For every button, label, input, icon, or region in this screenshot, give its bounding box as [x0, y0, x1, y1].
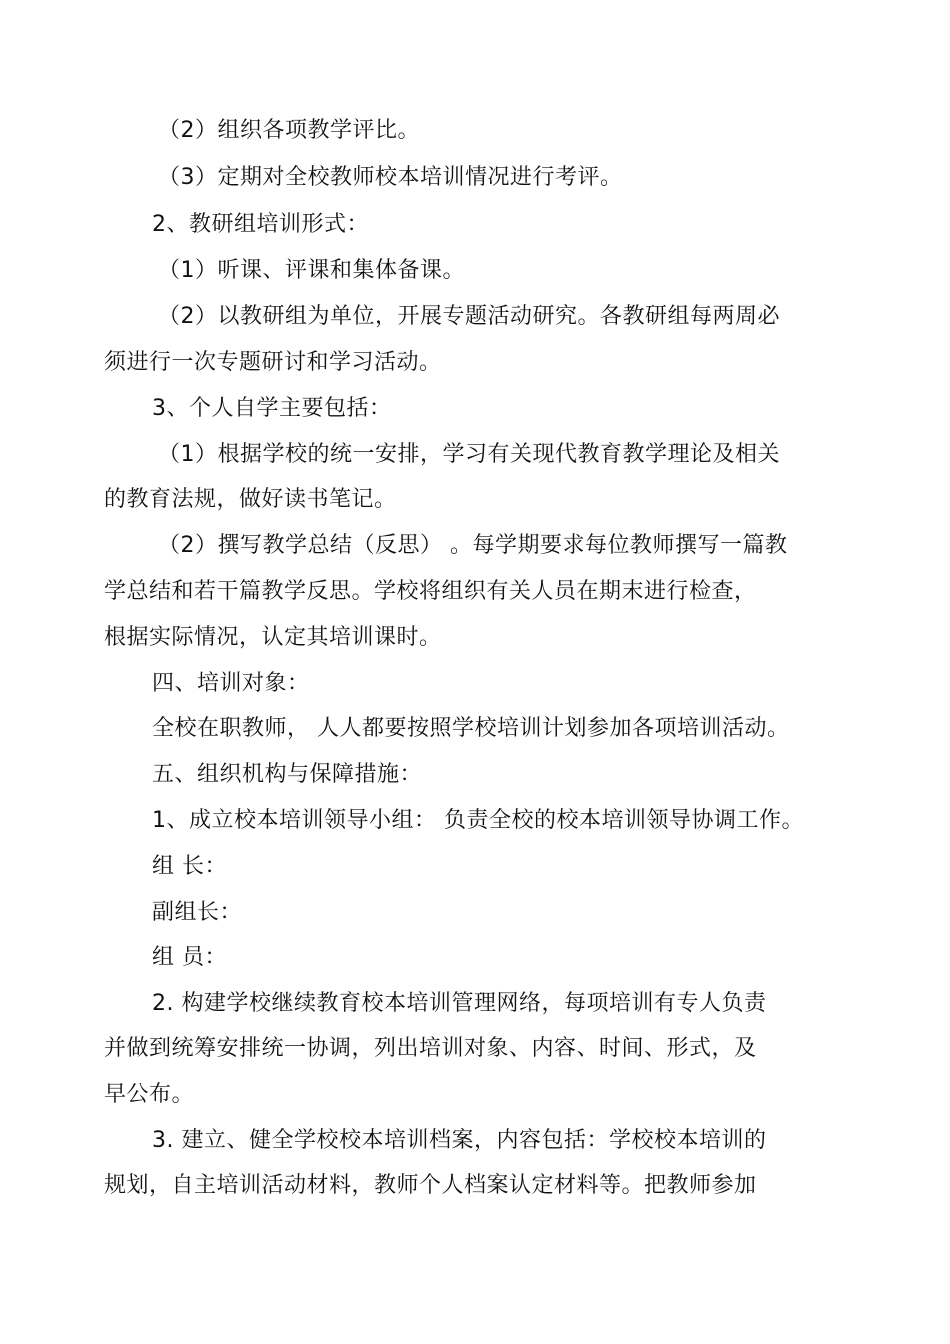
- text-line: 2. 构建学校继续教育校本培训管理网络，每项培训有专人负责: [152, 991, 767, 1016]
- text-line: 早公布。: [104, 1082, 195, 1107]
- text-line: 全校在职教师， 人人都要按照学校培训计划参加各项培训活动。: [152, 716, 790, 741]
- text-line: 的教育法规，做好读书笔记。: [104, 487, 397, 512]
- text-line: 根据实际情况，认定其培训课时。: [104, 625, 442, 650]
- text-line: 1、成立校本培训领导小组： 负责全校的校本培训领导协调工作。: [152, 808, 804, 833]
- text-line: （2）以教研组为单位，开展专题活动研究。各教研组每两周必: [158, 304, 780, 329]
- text-line: 并做到统筹安排统一协调，列出培训对象、内容、时间、形式，及: [104, 1036, 757, 1061]
- text-line: 须进行一次专题研讨和学习活动。: [104, 350, 442, 375]
- text-line: 规划，自主培训活动材料，教师个人档案认定材料等。把教师参加: [104, 1173, 757, 1198]
- section-heading: 四、培训对象：: [152, 671, 310, 696]
- section-heading: 2、教研组培训形式：: [152, 212, 369, 237]
- text-line: （2）撰写教学总结（反思） 。每学期要求每位教师撰写一篇教: [158, 533, 788, 558]
- text-line: （2）组织各项教学评比。: [158, 118, 420, 143]
- text-line: （1）听课、评课和集体备课。: [158, 258, 465, 283]
- text-line: 组 长：: [152, 854, 227, 879]
- text-line: 副组长：: [152, 900, 243, 925]
- text-line: （1）根据学校的统一安排，学习有关现代教育教学理论及相关: [158, 442, 780, 467]
- text-line: 学总结和若干篇教学反思。学校将组织有关人员在期末进行检查，: [104, 579, 757, 604]
- text-line: 组 员：: [152, 945, 227, 970]
- section-heading: 3、个人自学主要包括：: [152, 396, 392, 421]
- text-line: （3）定期对全校教师校本培训情况进行考评。: [158, 165, 623, 190]
- section-heading: 五、组织机构与保障措施：: [152, 762, 423, 787]
- text-line: 3. 建立、健全学校校本培训档案，内容包括：学校校本培训的: [152, 1128, 767, 1153]
